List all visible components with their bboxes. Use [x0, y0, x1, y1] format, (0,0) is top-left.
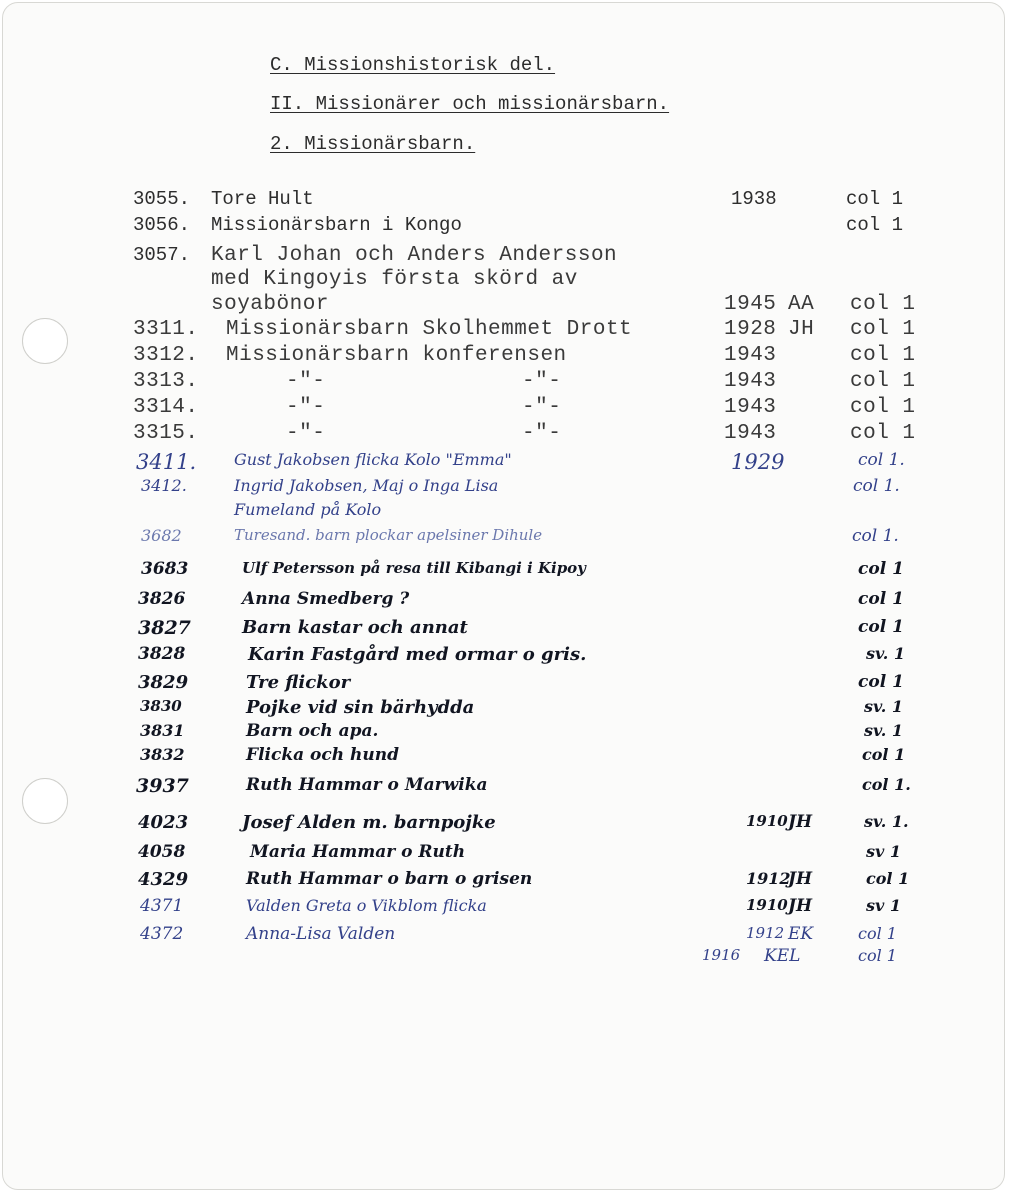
- entry-row: [0, 775, 1018, 801]
- entry-collection: col 1.: [858, 450, 905, 470]
- entry-collection: col 1.: [862, 775, 911, 794]
- entry-description: -"-: [286, 396, 326, 419]
- entry-number: 3314.: [133, 396, 199, 419]
- entry-description: Missionärsbarn konferensen: [226, 344, 567, 367]
- entry-year: 1916: [702, 946, 741, 964]
- entry-signature: KEL: [764, 946, 801, 966]
- entry-collection: col 1: [850, 344, 916, 367]
- entry-description: -"-: [286, 370, 326, 393]
- entry-year: 1910: [746, 812, 788, 830]
- entry-number: 4058: [138, 842, 186, 862]
- entry-number: 3829: [138, 672, 189, 693]
- entry-year: 1928: [724, 318, 777, 341]
- entry-number: 3315.: [133, 422, 199, 445]
- entry-row: [0, 244, 1018, 270]
- entry-number: 3411.: [136, 450, 197, 474]
- entry-number: 3055.: [133, 188, 191, 210]
- entry-row: [0, 344, 1018, 370]
- entry-description: Flicka och hund: [246, 745, 399, 765]
- entry-collection: col 1: [850, 396, 916, 419]
- entry-collection: col 1: [866, 869, 910, 888]
- entry-collection: col 1: [850, 318, 916, 341]
- entry-number: 4023: [138, 812, 189, 833]
- entry-number: 4329: [138, 869, 189, 890]
- entry-collection: col 1: [850, 370, 916, 393]
- entry-signature: JH: [788, 869, 813, 889]
- entry-description: soyabönor: [211, 293, 329, 316]
- entry-year: 1945: [724, 293, 777, 316]
- entry-year: 1943: [724, 344, 777, 367]
- entry-number: 3937: [136, 775, 189, 797]
- entry-row: [0, 476, 1018, 502]
- entry-collection: sv. 1: [864, 697, 903, 716]
- entry-number: 3826: [138, 589, 186, 609]
- entry-description: Anna Smedberg ?: [242, 589, 410, 609]
- section-heading: C. Missionshistorisk del.: [270, 54, 556, 76]
- entry-number: 3683: [141, 559, 189, 579]
- entry-description: Ruth Hammar o Marwika: [246, 775, 488, 795]
- entry-row: [0, 500, 1018, 526]
- entry-signature: EK: [788, 924, 814, 944]
- entry-collection: sv. 1: [864, 721, 903, 740]
- entry-description: Josef Alden m. barnpojke: [242, 812, 496, 833]
- entry-description-ditto: -"-: [522, 396, 562, 419]
- entry-row: [0, 946, 1018, 972]
- entry-collection: col 1: [858, 559, 904, 579]
- entry-description: Missionärsbarn Skolhemmet Drott: [226, 318, 633, 341]
- subsection-heading: II. Missionärer och missionärsbarn.: [270, 93, 670, 115]
- entry-description: Fumeland på Kolo: [234, 500, 382, 519]
- entry-number: 3831: [140, 721, 185, 740]
- entry-collection: sv 1: [866, 842, 902, 861]
- entry-row: [0, 188, 1018, 214]
- entry-collection: col 1: [850, 422, 916, 445]
- entry-description: Barn kastar och annat: [242, 617, 468, 638]
- entry-description: Karl Johan och Anders Andersson: [211, 244, 618, 267]
- entry-signature: AA: [788, 293, 815, 316]
- entry-description: Barn och apa.: [246, 721, 379, 741]
- entry-number: 4372: [140, 924, 184, 944]
- entry-row: [0, 697, 1018, 723]
- entry-collection: col 1: [858, 924, 897, 943]
- entry-collection: col 1: [858, 946, 897, 965]
- entry-collection: col 1: [846, 214, 904, 236]
- entry-signature: JH: [788, 812, 813, 832]
- subsubsection-heading: 2. Missionärsbarn.: [270, 133, 476, 155]
- entry-description-ditto: -"-: [522, 422, 562, 445]
- entry-number: 3057.: [133, 244, 191, 266]
- entry-description: Ulf Petersson på resa till Kibangi i Kipoy: [242, 559, 586, 577]
- entry-year: 1943: [724, 370, 777, 393]
- entry-collection: col 1: [850, 293, 916, 316]
- entry-row: [0, 896, 1018, 922]
- entry-description: Ruth Hammar o barn o grisen: [246, 869, 533, 889]
- entry-year: 1912: [746, 869, 791, 888]
- entry-description: Missionärsbarn i Kongo: [211, 214, 462, 236]
- entry-description: -"-: [286, 422, 326, 445]
- entry-row: [0, 842, 1018, 868]
- entry-row: [0, 268, 1018, 294]
- entry-row: [0, 672, 1018, 698]
- entry-row: [0, 396, 1018, 422]
- entry-year: 1910: [746, 896, 788, 914]
- entry-row: [0, 812, 1018, 838]
- entry-collection: sv 1: [866, 896, 902, 915]
- entry-description: med Kingoyis första skörd av: [211, 268, 578, 291]
- entry-year: 1929: [731, 450, 785, 474]
- entry-number: 3311.: [133, 318, 199, 341]
- entry-row: [0, 745, 1018, 771]
- entry-collection: col 1.: [852, 526, 899, 546]
- entry-description: Anna-Lisa Valden: [246, 924, 396, 944]
- entry-year: 1943: [724, 422, 777, 445]
- entry-signature: JH: [788, 318, 815, 341]
- entry-row: [0, 869, 1018, 895]
- entry-collection: col 1: [846, 188, 904, 210]
- entry-row: [0, 422, 1018, 448]
- entry-year: 1943: [724, 396, 777, 419]
- entry-row: [0, 450, 1018, 476]
- entry-number: 4371: [140, 896, 184, 916]
- entry-collection: sv. 1: [866, 644, 905, 663]
- entry-collection: col 1: [858, 617, 904, 637]
- entry-signature: JH: [788, 896, 813, 916]
- entry-row: [0, 617, 1018, 643]
- entry-number: 3827: [138, 617, 191, 639]
- entry-row: [0, 526, 1018, 552]
- entry-collection: col 1.: [853, 476, 900, 496]
- entry-number: 3412.: [141, 476, 187, 495]
- entry-row: [0, 721, 1018, 747]
- entry-year: 1912: [746, 924, 785, 942]
- entry-row: [0, 644, 1018, 670]
- entry-description: Tre flickor: [246, 672, 351, 693]
- entry-number: 3313.: [133, 370, 199, 393]
- entry-row: [0, 370, 1018, 396]
- entry-description: Maria Hammar o Ruth: [250, 842, 466, 862]
- entry-description: Karin Fastgård med ormar o gris.: [248, 644, 587, 665]
- entry-collection: col 1: [858, 672, 904, 692]
- entry-description: Pojke vid sin bärhydda: [246, 697, 475, 718]
- entry-row: [0, 293, 1018, 319]
- entry-row: [0, 214, 1018, 240]
- entry-collection: col 1: [862, 745, 906, 764]
- entry-number: 3056.: [133, 214, 191, 236]
- entry-number: 3682: [141, 526, 182, 545]
- entry-number: 3830: [140, 697, 182, 715]
- entry-description: Gust Jakobsen flicka Kolo "Emma": [234, 450, 512, 469]
- entry-description: Ingrid Jakobsen, Maj o Inga Lisa: [234, 476, 499, 495]
- entry-number: 3828: [138, 644, 186, 664]
- entry-description: Valden Greta o Vikblom flicka: [246, 896, 487, 915]
- entry-collection: sv. 1.: [864, 812, 909, 831]
- entry-number: 3312.: [133, 344, 199, 367]
- entry-description-ditto: -"-: [522, 370, 562, 393]
- entry-year: 1938: [731, 188, 777, 210]
- entry-row: [0, 318, 1018, 344]
- entry-description: Tore Hult: [211, 188, 314, 210]
- entry-collection: col 1: [858, 589, 904, 609]
- entry-row: [0, 559, 1018, 585]
- entry-number: 3832: [140, 745, 185, 764]
- entry-row: [0, 589, 1018, 615]
- entry-description: Turesand. barn plockar apelsiner Dihule: [234, 526, 543, 544]
